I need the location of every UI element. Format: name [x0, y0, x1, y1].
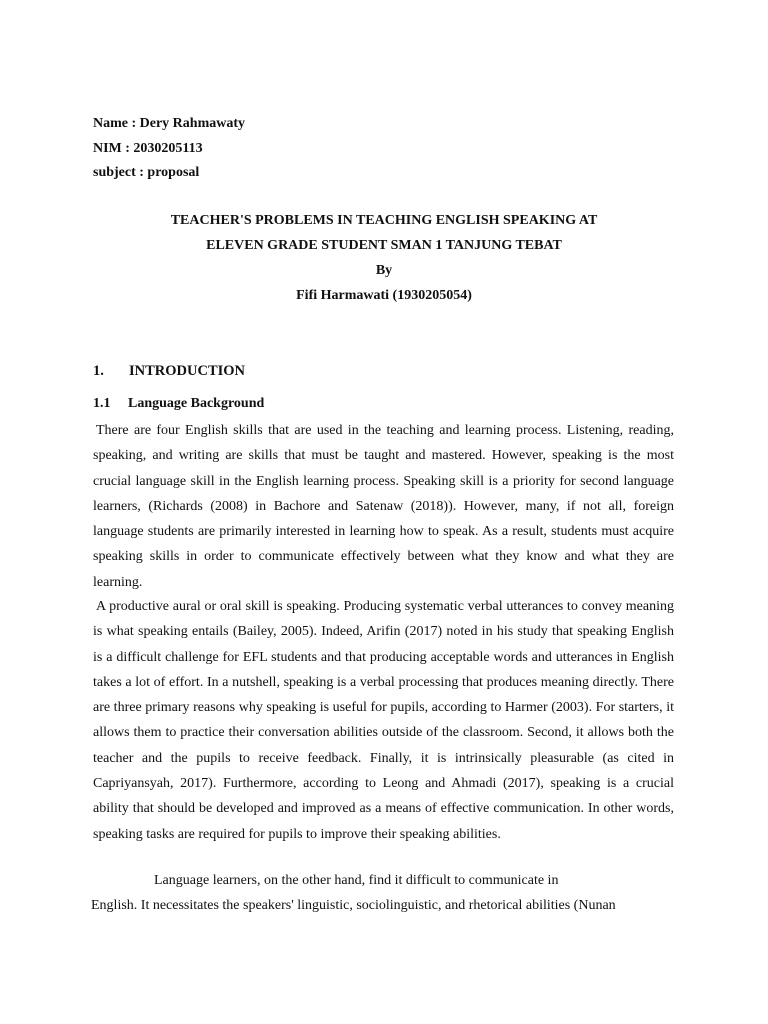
section-number: 1. — [93, 363, 104, 379]
title-by: By — [375, 263, 393, 278]
title-line-2: ELEVEN GRADE STUDENT SMAN 1 TANJUNG TEBAT — [206, 238, 562, 253]
section-heading — [93, 363, 245, 380]
subsection-number: 1.1 — [93, 396, 111, 411]
paragraph-1: There are four English skills that are used in the teaching and learning process. Listening, reading, speaking, and writing are skills that must be taught and mastered. However, speaking is the most crucial language skill in the English learning process. Speaking skill is a priority for second language learners, (Richards (2008) in Bachore and Satenaw (2018)). However, many, if not all, foreign language students are primarily interested in learning how to speak. As a result, students must acquire speaking skills in order to communicate effectively between what they know and what they are learning. — [93, 423, 674, 590]
subsection-title: Language Background — [128, 396, 265, 411]
paragraph-3-line-2: English. It necessitates the speakers' linguistic, sociolinguistic, and rhetorical abilities (Nunan — [91, 898, 616, 913]
title-line-1: TEACHER'S PROBLEMS IN TEACHING ENGLISH SPEAKING AT — [170, 213, 598, 228]
subsection-heading — [93, 396, 264, 412]
student-nim: NIM : 2030205113 — [93, 140, 203, 156]
paragraph-2: A productive aural or oral skill is speaking. Producing systematic verbal utterances to convey meaning is what speaking entails (Bailey, 2005). Indeed, Arifin (2017) noted in his study that speaking English is a difficult challenge for EFL students and that producing acceptable words and utterances in English takes a lot of effort. In a nutshell, speaking is a verbal processing that produces meaning directly. There are three primary reasons why speaking is useful for pupils, according to Harmer (2003). For starters, it allows them to practice their conversation abilities outside of the classroom. Second, it allows both the teacher and the pupils to receive feedback. Finally, it is intrinsically pleasurable (as cited in Capriyansyah, 2017). Furthermore, according to Leong and Ahmadi (2017), speaking is a crucial ability that should be developed and improved as a means of effective communication. In other words, speaking tasks are required for pupils to improve their speaking abilities. — [93, 599, 674, 842]
document-title-block — [0, 208, 768, 308]
title-author: Fifi Harmawati (1930205054) — [296, 288, 472, 303]
student-name: Name : Dery Rahmawaty — [93, 116, 246, 131]
section-title: INTRODUCTION — [129, 363, 246, 379]
paragraph-3-line-1: Language learners, on the other hand, find it difficult to communicate in — [154, 873, 559, 888]
subject-line: subject : proposal — [93, 165, 200, 180]
author-info-block — [93, 112, 245, 186]
